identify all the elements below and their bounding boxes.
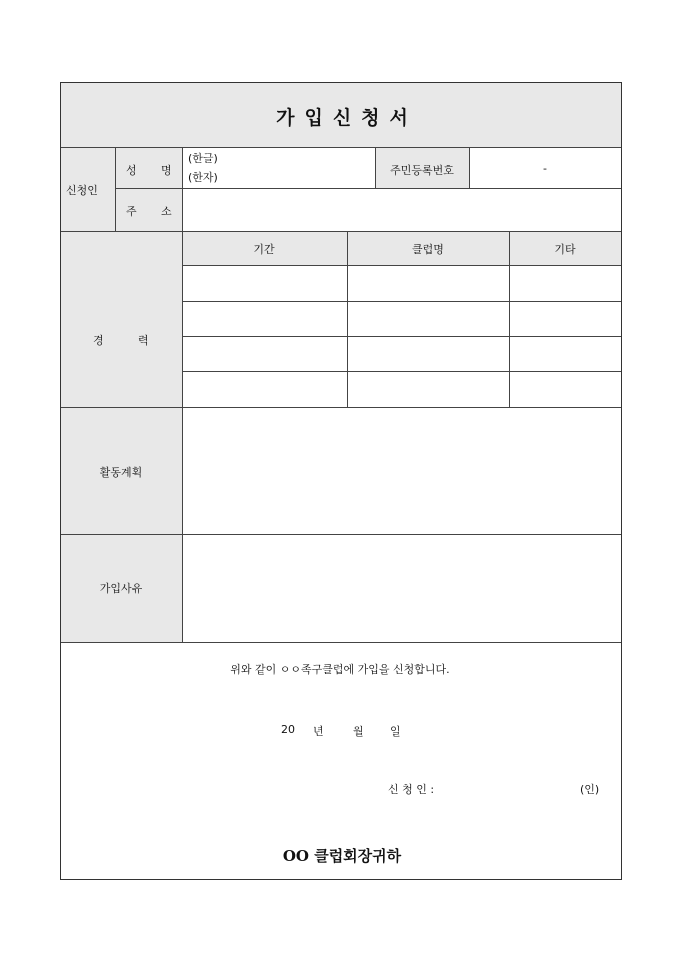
join-reason-field[interactable] — [183, 535, 621, 642]
name-label-part: 명 — [161, 164, 172, 177]
divider — [61, 642, 621, 643]
career-cell[interactable] — [348, 372, 509, 407]
divider — [61, 147, 621, 148]
join-reason-label: 가입사유 — [99, 582, 143, 595]
career-cell[interactable] — [348, 337, 509, 371]
career-label-cell — [61, 231, 182, 407]
career-cell[interactable] — [510, 302, 621, 336]
activity-plan-label: 활동계획 — [99, 466, 143, 479]
address-label-part: 주 — [126, 205, 137, 218]
career-header-period: 기간 — [253, 243, 275, 256]
career-cell[interactable] — [183, 337, 347, 371]
career-cell[interactable] — [510, 266, 621, 301]
id-number-field[interactable]: - — [543, 162, 547, 175]
name-label-part: 성 — [126, 164, 137, 177]
seal-mark: (인) — [580, 783, 600, 796]
divider — [375, 147, 376, 188]
id-number-label: 주민등록번호 — [390, 164, 454, 177]
name-hanja-field[interactable]: (한자) — [188, 171, 218, 184]
activity-plan-field[interactable] — [183, 408, 621, 534]
date-month-label: 월 — [353, 725, 364, 738]
date-year-prefix: 20 — [281, 723, 295, 736]
career-cell[interactable] — [510, 337, 621, 371]
career-header-other: 기타 — [554, 243, 576, 256]
address-label-part: 소 — [161, 205, 172, 218]
career-label-part: 경 — [93, 334, 104, 347]
divider — [469, 147, 470, 188]
signer-name-field[interactable] — [456, 775, 576, 799]
career-label-part: 력 — [138, 334, 149, 347]
career-cell[interactable] — [348, 266, 509, 301]
career-cell[interactable] — [348, 302, 509, 336]
membership-application-form — [60, 82, 622, 880]
applicant-label: 신청인 — [66, 184, 98, 197]
career-cell[interactable] — [183, 266, 347, 301]
career-cell[interactable] — [183, 372, 347, 407]
application-statement: 위와 같이 ㅇㅇ족구클럽에 가입을 신청합니다. — [230, 663, 450, 676]
career-cell[interactable] — [183, 302, 347, 336]
date-day-label: 일 — [390, 725, 401, 738]
form-title: 가 입 신 청 서 — [276, 107, 408, 129]
date-year-label: 년 — [313, 725, 324, 738]
divider — [115, 147, 116, 231]
divider — [61, 231, 621, 232]
name-korean-field[interactable]: (한글) — [188, 152, 218, 165]
signer-label: 신 청 인 : — [388, 783, 435, 796]
recipient-line: OO 클럽회장귀하 — [282, 847, 402, 865]
career-cell[interactable] — [510, 372, 621, 407]
address-field[interactable] — [183, 189, 621, 231]
career-header-club: 클럽명 — [412, 243, 444, 256]
